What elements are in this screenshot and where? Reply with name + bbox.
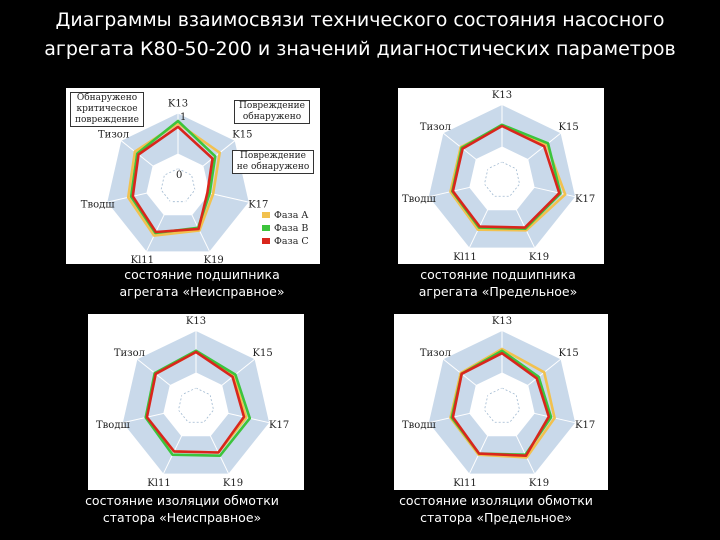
axis-label: Kl11 [453, 477, 477, 489]
axis-label: K13 [185, 315, 207, 327]
radar-chart-svg [394, 314, 608, 490]
axis-label: K19 [528, 477, 550, 489]
caption-insulation-limit [366, 492, 626, 526]
radar-chart-svg [398, 88, 604, 264]
title-line-1: Диаграммы взаимосвязи технического состояния насосного [55, 9, 665, 31]
axis-label: K17 [574, 420, 596, 431]
axis-label: K19 [203, 255, 224, 264]
radar-chart-insulation-faulty [88, 314, 304, 490]
radar-chart-bearing-faulty [66, 88, 320, 264]
axis-label: Tизол [419, 347, 451, 359]
axis-label: Tводш [80, 199, 115, 211]
legend-swatch [262, 212, 270, 218]
axis-label: K15 [232, 129, 253, 141]
annotation-critical: Обнаружено критическое повреждение [70, 92, 144, 127]
ring-label-inner: 0 [176, 170, 183, 181]
axis-label: K17 [268, 420, 290, 431]
legend-swatch [262, 225, 270, 231]
radar-chart-svg [88, 314, 304, 490]
legend-swatch [262, 238, 270, 244]
caption-line-2: агрегата «Неисправное» [119, 284, 285, 299]
axis-label: K15 [252, 347, 273, 359]
axis-label: Tводш [402, 194, 436, 205]
caption-insulation-faulty [52, 492, 312, 526]
annotation-not-detected: Повреждение не обнаружено [232, 150, 314, 174]
axis-label: Tводш [402, 420, 436, 431]
caption-line-1: состояние подшипника [420, 267, 576, 282]
axis-label: Tводш [96, 420, 130, 431]
axis-label: K19 [528, 251, 550, 263]
axis-label: K17 [248, 199, 269, 211]
axis-label: Tизол [113, 347, 145, 359]
axis-label: Kl11 [130, 255, 155, 264]
caption-line-2: агрегата «Предельное» [418, 284, 578, 299]
caption-line-2: статора «Предельное» [420, 510, 572, 525]
radar-chart-insulation-limit [394, 314, 608, 490]
annotation-detected: Повреждение обнаружено [234, 100, 310, 124]
title-line-2: агрегата К80-50-200 и значений диагностических параметров [44, 38, 676, 60]
page-title [0, 6, 720, 64]
legend-label: Фаза B [274, 223, 309, 234]
radar-chart-bearing-limit [398, 88, 604, 264]
caption-line-1: состояние изоляции обмотки [399, 493, 593, 508]
caption-line-1: состояние подшипника [124, 267, 280, 282]
caption-line-2: статора «Неисправное» [102, 510, 262, 525]
axis-label: K13 [167, 98, 189, 110]
caption-bearing-faulty [72, 266, 332, 300]
caption-bearing-limit [368, 266, 628, 300]
legend-label: Фаза C [274, 236, 309, 247]
axis-label: K15 [558, 121, 579, 133]
axis-label: K13 [491, 89, 513, 101]
axis-label: Tизол [419, 121, 451, 133]
axis-label: K17 [574, 194, 596, 205]
legend-label: Фаза A [274, 210, 309, 221]
axis-label: Kl11 [453, 251, 477, 263]
axis-label: K19 [222, 477, 244, 489]
ring-label-outer: 1 [180, 111, 187, 123]
axis-label: Tизол [98, 129, 130, 141]
axis-label: K13 [491, 315, 513, 327]
axis-label: Kl11 [147, 477, 171, 489]
axis-label: K15 [558, 347, 579, 359]
caption-line-1: состояние изоляции обмотки [85, 493, 279, 508]
